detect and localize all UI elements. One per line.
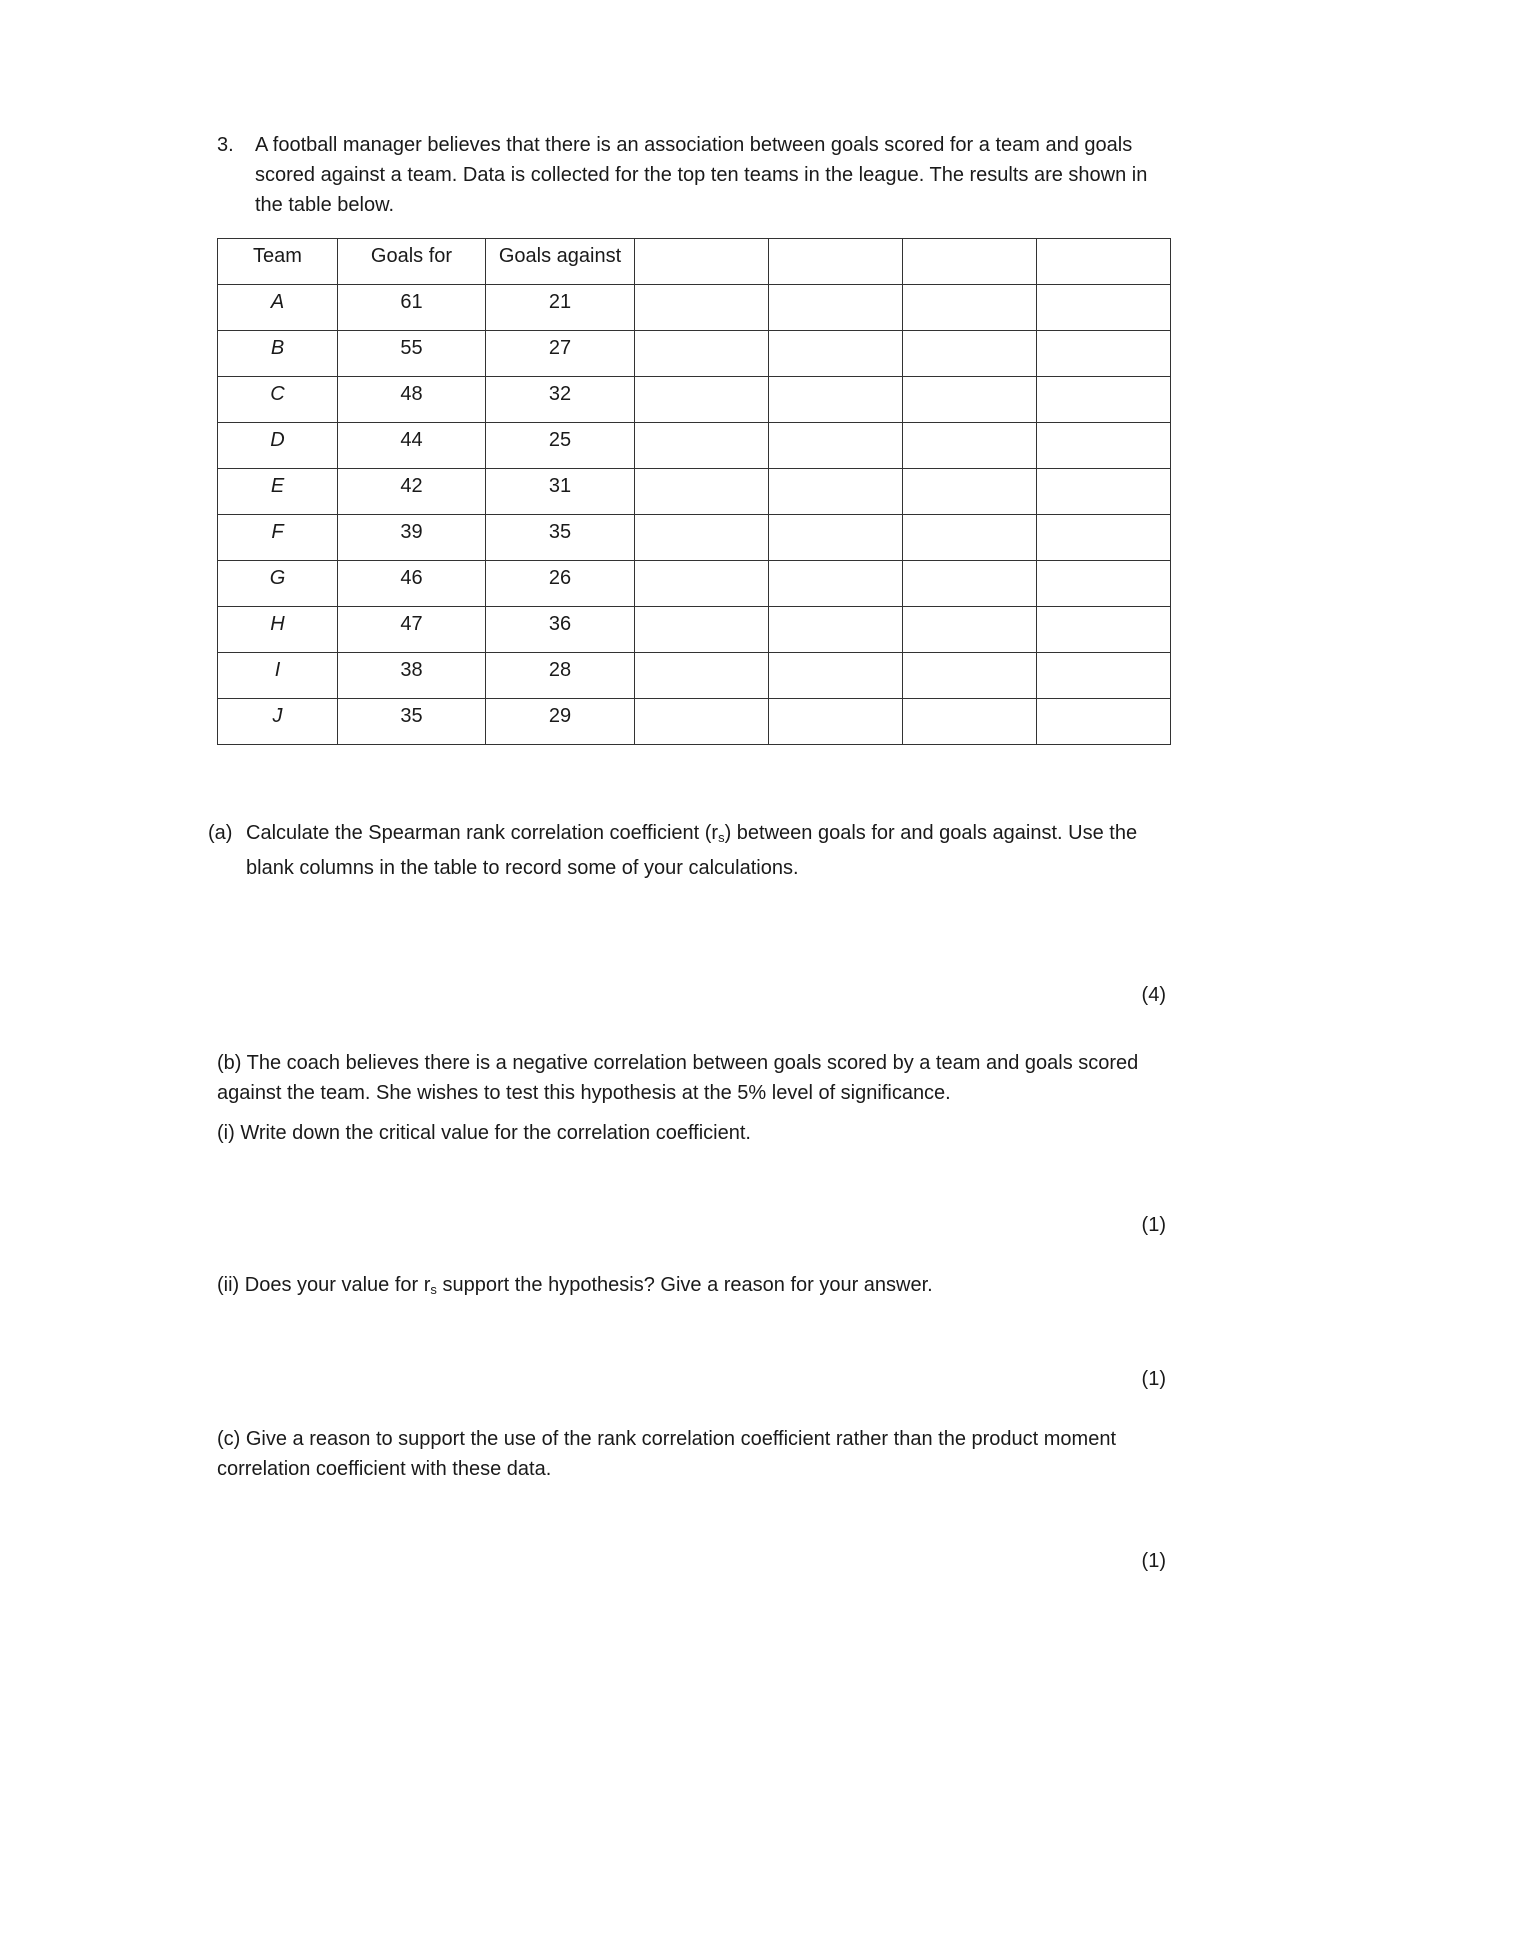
- table-row: [218, 423, 1171, 469]
- goals-for-cell: 55: [338, 331, 486, 377]
- blank-cell: [903, 653, 1037, 699]
- part-c-marks: (1): [1141, 1550, 1166, 1572]
- part-b-ii-text-before: (ii) Does your value for r: [217, 1274, 431, 1296]
- goals-against-cell: 36: [486, 607, 635, 653]
- team-cell: F: [218, 515, 338, 561]
- blank-cell: [903, 423, 1037, 469]
- part-a-marks: (4): [1141, 984, 1166, 1006]
- header-team: Team: [218, 239, 338, 285]
- part-b-text: (b) The coach believes there is a negative correlation between goals scored by a team and goals scored against the team. She wishes to test this hypothesis at the 5% level of significance.: [217, 1052, 1139, 1104]
- blank-cell: [769, 377, 903, 423]
- part-a-subscript: s: [718, 830, 725, 845]
- table-row: [218, 515, 1171, 561]
- goals-against-cell: 32: [486, 377, 635, 423]
- goals-against-cell: 29: [486, 699, 635, 745]
- blank-cell: [903, 607, 1037, 653]
- part-c-text: (c) Give a reason to support the use of the rank correlation coefficient rather than the product moment correlation coefficient with these data.: [217, 1428, 1117, 1480]
- team-cell: I: [218, 653, 338, 699]
- table-header-row: [218, 239, 1171, 285]
- blank-cell: [635, 331, 769, 377]
- blank-cell: [769, 423, 903, 469]
- goals-for-cell: 61: [338, 285, 486, 331]
- team-cell: B: [218, 331, 338, 377]
- table-row: [218, 607, 1171, 653]
- part-b-ii-subscript: s: [430, 1282, 437, 1297]
- goals-for-cell: 42: [338, 469, 486, 515]
- part-a-text-after: ) between goals for and goals against. Use the blank columns in the table to record some of your calculations.: [246, 822, 1138, 879]
- blank-cell: [769, 561, 903, 607]
- team-cell: C: [218, 377, 338, 423]
- blank-cell: [903, 331, 1037, 377]
- goals-for-cell: 47: [338, 607, 486, 653]
- header-blank-2: [769, 239, 903, 285]
- blank-cell: [635, 561, 769, 607]
- blank-cell: [769, 469, 903, 515]
- part-b-ii-text: [217, 1270, 1167, 1305]
- blank-cell: [1037, 515, 1171, 561]
- blank-cell: [635, 653, 769, 699]
- goals-for-cell: 39: [338, 515, 486, 561]
- goals-against-cell: 35: [486, 515, 635, 561]
- part-a-text: [246, 818, 1168, 883]
- goals-against-cell: 28: [486, 653, 635, 699]
- part-a-label: (a): [208, 822, 233, 844]
- blank-cell: [1037, 607, 1171, 653]
- question-text: A football manager believes that there is an association between goals scored for a team and goals scored against a team. Data is collected for the top ten teams in the league. The results are shown in the table below.: [255, 134, 1148, 216]
- blank-cell: [635, 607, 769, 653]
- question-number: 3.: [217, 134, 234, 156]
- header-goals-against: Goals against: [486, 239, 635, 285]
- goals-against-cell: 31: [486, 469, 635, 515]
- blank-cell: [635, 423, 769, 469]
- blank-cell: [769, 653, 903, 699]
- blank-cell: [769, 285, 903, 331]
- goals-for-cell: 46: [338, 561, 486, 607]
- goals-for-cell: 35: [338, 699, 486, 745]
- goals-against-cell: 26: [486, 561, 635, 607]
- blank-cell: [635, 377, 769, 423]
- question-intro: [217, 130, 1177, 220]
- part-b-ii-marks: (1): [1141, 1368, 1166, 1390]
- blank-cell: [1037, 653, 1171, 699]
- blank-cell: [635, 515, 769, 561]
- table-row: [218, 331, 1171, 377]
- table-row: [218, 561, 1171, 607]
- table-row: [218, 469, 1171, 515]
- header-blank-4: [1037, 239, 1171, 285]
- table-row: [218, 653, 1171, 699]
- team-cell: J: [218, 699, 338, 745]
- table-row: [218, 285, 1171, 331]
- blank-cell: [635, 469, 769, 515]
- blank-cell: [903, 285, 1037, 331]
- part-a: [208, 818, 1168, 883]
- goals-against-cell: 27: [486, 331, 635, 377]
- blank-cell: [1037, 285, 1171, 331]
- blank-cell: [1037, 561, 1171, 607]
- part-a-text-before: Calculate the Spearman rank correlation coefficient (r: [246, 822, 719, 844]
- goals-against-cell: 21: [486, 285, 635, 331]
- part-b-i-marks: (1): [1141, 1214, 1166, 1236]
- header-blank-3: [903, 239, 1037, 285]
- table-row: [218, 699, 1171, 745]
- data-table: [217, 238, 1171, 745]
- header-blank-1: [635, 239, 769, 285]
- blank-cell: [903, 469, 1037, 515]
- blank-cell: [1037, 377, 1171, 423]
- blank-cell: [903, 377, 1037, 423]
- blank-cell: [1037, 423, 1171, 469]
- blank-cell: [1037, 699, 1171, 745]
- goals-for-cell: 44: [338, 423, 486, 469]
- table-row: [218, 377, 1171, 423]
- header-goals-for: Goals for: [338, 239, 486, 285]
- blank-cell: [769, 331, 903, 377]
- blank-cell: [1037, 469, 1171, 515]
- team-cell: G: [218, 561, 338, 607]
- team-cell: H: [218, 607, 338, 653]
- blank-cell: [1037, 331, 1171, 377]
- blank-cell: [635, 699, 769, 745]
- table-body: [218, 285, 1171, 745]
- part-b-i-text: (i) Write down the critical value for the correlation coefficient.: [217, 1122, 751, 1144]
- goals-against-cell: 25: [486, 423, 635, 469]
- blank-cell: [903, 699, 1037, 745]
- blank-cell: [903, 561, 1037, 607]
- goals-for-cell: 48: [338, 377, 486, 423]
- goals-for-cell: 38: [338, 653, 486, 699]
- blank-cell: [769, 607, 903, 653]
- blank-cell: [635, 285, 769, 331]
- part-b-ii-text-after: support the hypothesis? Give a reason for your answer.: [436, 1274, 933, 1296]
- blank-cell: [769, 699, 903, 745]
- team-cell: A: [218, 285, 338, 331]
- blank-cell: [903, 515, 1037, 561]
- team-cell: D: [218, 423, 338, 469]
- blank-cell: [769, 515, 903, 561]
- team-cell: E: [218, 469, 338, 515]
